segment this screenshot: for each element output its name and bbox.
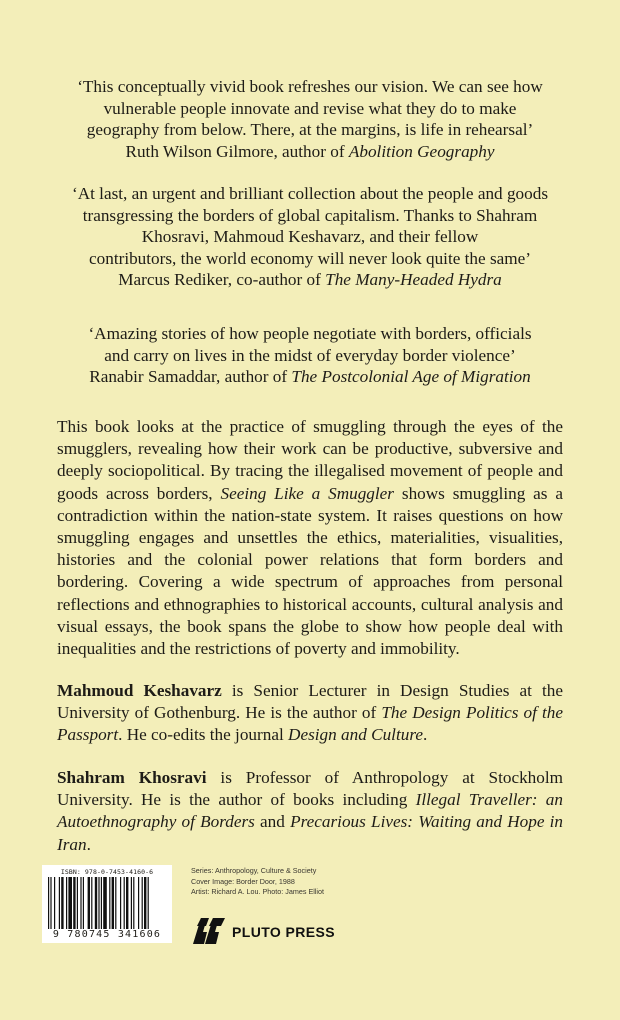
barcode-digits: 9 780745 341606 — [52, 929, 162, 940]
cover-image-credit: Cover Image: Border Door, 1988 — [191, 876, 295, 886]
author-bio-khosravi: Shahram Khosravi is Professor of Anthropology at Stockholm University. He is the author of books including Illegal Traveller: an Autoethnography of Borders and Precarious Lives: Waiting and Hope in Iran. — [57, 768, 564, 854]
pluto-press-logo-icon — [191, 915, 227, 945]
artist-credit: Artist: Richard A. Lou. Photo: James Elliot — [191, 887, 325, 897]
publisher-logo — [191, 915, 391, 945]
quote-attribution: Ranabir Samaddar, author of The Postcolonial Age of Migration — [89, 367, 531, 386]
isbn-barcode — [42, 865, 172, 943]
isbn-number: ISBN: 978-0-7453-4160-6 — [60, 868, 154, 876]
publisher-name: PLUTO PRESS — [232, 924, 335, 940]
credits — [191, 866, 391, 898]
author-bio-keshavarz: Mahmoud Keshavarz is Senior Lecturer in Design Studies at the University of Gothenburg. He is the author of The Design Politics of the Passport. He co-edits the journal Design and Culture. — [57, 681, 563, 745]
series-credit: Series: Anthropology, Culture & Society — [191, 866, 317, 875]
quote-attribution: Marcus Rediker, co-author of The Many-Headed Hydra — [118, 270, 502, 289]
endorsement-quote-2: ‘At last, an urgent and brilliant collection about the people and goods transgressing the borders of global capitalism. Thanks to Shahram Khosravi, Mahmoud Keshavarz, and their fellow contributors, the world economy will never look quite the same’ Marcus Rediker, co-author of The Many-Headed Hydra — [40, 183, 580, 291]
barcode-bars — [48, 877, 166, 929]
quote-attribution: Ruth Wilson Gilmore, author of Abolition Geography — [125, 141, 495, 161]
book-description: This book looks at the practice of smuggling through the eyes of the smugglers, revealing how their work can be productive, subversive and deeply sociopolitical. By tracing the illegalised movement of people and goods across borders, Seeing Like a Smuggler shows smuggling as a contradiction within the nation-state system. It raises questions on how smuggling engages and unsettles the ethics, materialities, visualities, histories and the colonial power relations that form borders and bordering. Covering a wide spectrum of approaches from personal reflections and ethnographies to historical accounts, cultural analysis and visual essays, the book spans the globe to show how people deal with inequalities and the restrictions of poverty and immobility. — [57, 417, 563, 659]
endorsement-quote-3: ‘Amazing stories of how people negotiate with borders, officials and carry on lives in the midst of everyday border violence’ Ranabir Samaddar, author of The Postcolonial Age of Migration — [40, 323, 580, 388]
endorsement-quote-1: ‘This conceptually vivid book refreshes our vision. We can see how vulnerable people innovate and revise what they do to make geography from below. There, at the margins, is life in rehearsal’ Ruth Wilson Gilmore, author of Abolition Geography — [40, 76, 580, 162]
